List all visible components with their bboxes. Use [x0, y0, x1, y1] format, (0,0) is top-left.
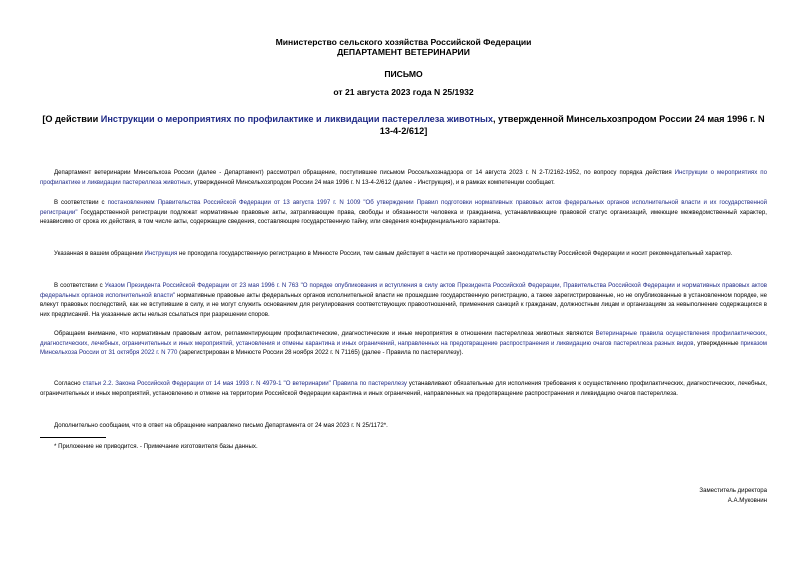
paragraph-6 — [40, 379, 767, 398]
title-instruction-link[interactable]: Инструкции о мероприятиях по профилактике и ликвидации пастереллеза животных — [100, 114, 493, 124]
paragraph-text: нормативные правовые акты федеральных органов исполнительной власти не прошедшие государственную регистрацию, а также зарегистрированные, но не опубликованные в установленном порядке, не влекут правовых последствий, как не вступившие в силу, и не могут служить основанием для регулирования соответствующих правоотношений, применения санкций к гражданам, должностным лицам и организациям за невыполнение содержащихся в них предписаний. На указанные акты нельзя ссылаться при разрешении споров. — [40, 291, 768, 318]
paragraph-text: , утвержденной Минсельхозпродом России 24 мая 1996 г. N 13-4-2/612 (далее - Инструкция), и в рамках компетенции сообщает. — [190, 178, 555, 186]
paragraph-text: В соответствии с — [54, 199, 108, 206]
paragraph-text: В соответствии с — [54, 282, 105, 289]
paragraph-4 — [40, 281, 767, 319]
government-decree-link[interactable]: постановлением Правительства Российской Федерации от 13 августа 1997 г. N 1009 "Об утверждении Правил подготовки нормативных правовых актов федеральных органов исполнительной власти и их государственной регистрации" — [40, 199, 768, 216]
paragraph-text: (зарегистрирован в Минюсте России 28 ноября 2022 г. N 71165) (далее - Правила по пастереллезу). — [177, 349, 464, 357]
paragraph-text: Указанная в вашем обращении — [54, 250, 145, 257]
department-name: ДЕПАРТАМЕНТ ВЕТЕРИНАРИИ — [337, 47, 470, 57]
ministry-order-link[interactable]: приказом Минсельхоза России от 31 октября 2022 г. N 770 — [40, 339, 768, 357]
instruction-link[interactable]: Инструкции о мероприятиях по профилактике и ликвидации пастереллеза животных — [40, 169, 767, 186]
footnote-divider — [40, 437, 106, 438]
pasteurellosis-rules-link[interactable]: Правила по пастереллезу — [332, 380, 407, 387]
paragraph-3 — [40, 249, 767, 259]
title-suffix: , утвержденной Минсельхозпродом России 24 мая 1996 г. N 13-4-2/612] — [379, 114, 765, 136]
paragraph-1 — [40, 168, 767, 187]
veterinary-rules-link[interactable]: Ветеринарные правила осуществления профилактических, диагностических, лечебных, ограничительных и иных мероприятий, установления и отмены карантина и иных ограничений, направленных на предотвращение распространения и ликвидацию очагов пастереллеза разных видов — [40, 330, 767, 347]
signature-position: Заместитель директора — [699, 487, 767, 494]
paragraph-text: Дополнительно сообщаем, что в ответ на обращение направлено письмо Департамента от 24 мая 2023 г. N 25/1172*. — [54, 422, 388, 429]
paragraph-text: устанавливают обязательные для исполнения требования к осуществлению профилактических, диагностических, лечебных, ограничительных и иных мероприятий, установлению и отмене на территории Российской Федерации карантина и иных ограничений, направленных на предотвращение распространения и ликвидацию очагов пастереллеза. — [40, 380, 768, 397]
paragraph-text: Согласно — [54, 380, 83, 387]
paragraph-text: не проходила государственную регистрацию в Минюсте России, тем самым действует в части не противоречащей законодательству Российской Федерации и носит рекомендательный характер. — [177, 250, 733, 257]
paragraph-2 — [40, 198, 767, 227]
title-prefix: [О действии — [42, 114, 101, 124]
document-type: ПИСЬМО — [384, 69, 423, 79]
paragraph-text: Департамент ветеринарии Минсельхоза России (далее - Департамент) рассмотрел обращение, поступившее письмом Россельхознадзора от 14 августа 2023 г. N 2-Т/2162-1952, по вопросу порядка действия — [54, 169, 675, 176]
document-date-number: от 21 августа 2023 года N 25/1932 — [333, 87, 474, 97]
presidential-decree-link[interactable]: Указом Президента Российской Федерации от 23 мая 1996 г. N 763 "О порядке опубликования и вступления в силу актов Президента Российской Федерации, Правительства Российской Федерации и нормативных правовых актов федеральных органов исполнительной власти" — [40, 282, 767, 299]
paragraph-text: Государственной регистрации подлежат нормативные правовые акты, затрагивающие права, свободы и обязанности человека и гражданина, устанавливающие правовой статус организаций, имеющие межведомственный характер, независимо от срока их действия, в том числе акты, содержащие сведения, составляющие государственную тайну, или сведения конфиденциального характера. — [40, 208, 767, 226]
signature-name: А.А.Муковнин — [727, 497, 767, 504]
veterinary-law-link[interactable]: статьи 2.2. Закона Российской Федерации от 14 мая 1993 г. N 4979-1 "О ветеринарии" — [82, 380, 331, 387]
footnote: * Приложение не приводится. - Примечание изготовителя базы данных. — [54, 443, 258, 450]
paragraph-7 — [40, 421, 767, 431]
paragraph-text: Обращаем внимание, что нормативным правовым актом, регламентирующим профилактические, диагностические и иные мероприятия в отношении пастереллеза животных являются — [54, 330, 596, 337]
paragraph-text: , утвержденные — [693, 339, 741, 347]
instruction-link[interactable]: Инструкция — [144, 250, 178, 257]
document-title — [40, 113, 767, 137]
ministry-name: Министерство сельского хозяйства Российской Федерации — [275, 37, 532, 47]
paragraph-5 — [40, 329, 767, 358]
